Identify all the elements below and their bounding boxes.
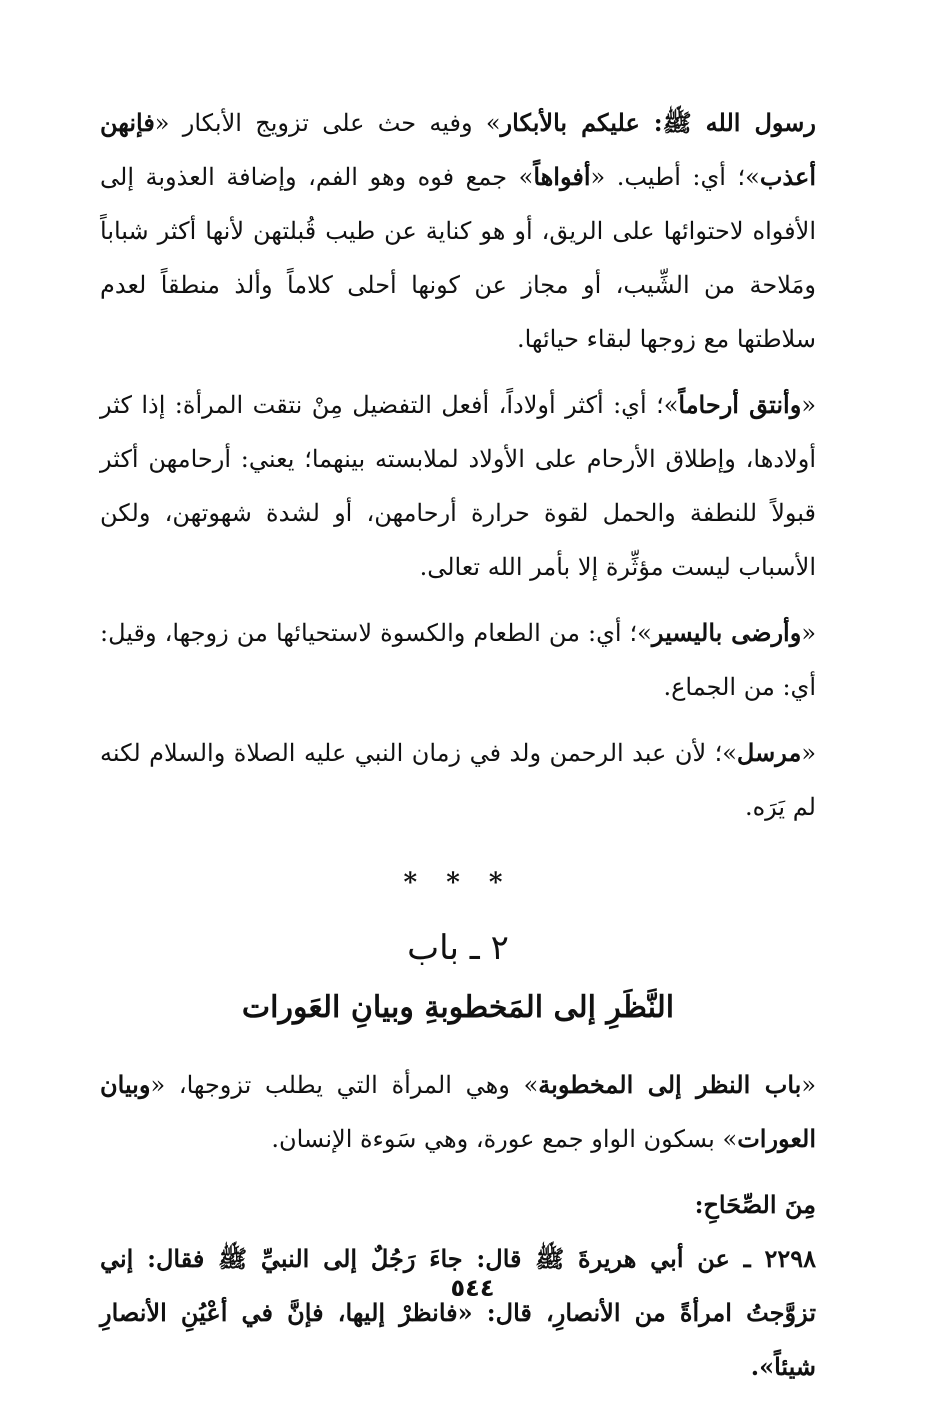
plain-text: »؛ أي: أطيب. « [590,163,760,191]
plain-text: » بسكون الواو جمع عورة، وهي سَوءة الإنسان. [271,1125,738,1153]
bold-phrase: وأرضى باليسير [651,618,802,647]
plain-text: » وفيه حث على تزويج الأبكار « [154,109,501,137]
commentary-paragraph-4 [100,726,816,834]
bold-phrase: فإنهن أعذب [100,108,816,191]
chapter-title: النَّظَرِ إلى المَخطوبةِ وبيانِ العَورات [241,990,675,1025]
plain-text: » وهي المرأة التي يطلب تزوجها، « [150,1071,539,1099]
bold-phrase: مرسل [736,738,802,767]
plain-text: « [801,619,816,647]
plain-text: »؛ أي: أكثر أولاداً، أفعل التفضيل مِنْ نتقت المرأة: إذا كثر أولادها، وإطلاق الأرحام على الأولاد لملابسته بينهما؛ يعني: أرحامهن أكثر قبولاً للنطفة والحمل لقوة حرارة أرحامهن، أو لشدة شهوتهن، ولكن الأسباب ليست مؤثِّرة إلا بأمر الله تعالى. [100,391,816,581]
bold-phrase: رسول الله ﷺ: عليكم بالأبكار [500,108,816,137]
section-heading: مِنَ الصِّحَاحِ: [694,1190,816,1219]
plain-text: « [801,739,816,767]
section-separator: * * * [403,868,513,898]
chapter-number: ٢ ـ باب [407,928,509,968]
commentary-paragraph-3 [100,606,816,714]
bold-phrase: وبيان العورات [100,1070,816,1153]
commentary-paragraph-2 [100,378,816,594]
chapter-intro-paragraph [100,1058,816,1166]
bold-phrase: باب النظر إلى المخطوبة [538,1070,802,1099]
bold-phrase: وأنتق أرحاماً [678,390,802,419]
plain-text: » جمع فوه وهو الفم، وإضافة العذوبة إلى الأفواه لاحتوائها على الريق، أو هو كناية عن طيب قُبلتهن لأنها أكثر شباباً ومَلاحة من الشِّيب، أو مجاز عن كونها أحلى كلاماً وألذ منطقاً لعدم سلاطتها مع زوجها لبقاء حيائها. [100,163,816,353]
bold-phrase: أفواهاً [533,162,591,191]
page-body [100,96,816,1406]
plain-text: « [801,391,817,419]
plain-text: »؛ أي: من الطعام والكسوة لاستحيائها من زوجها، وقيل: أي: من الجماع. [100,619,816,701]
plain-text: »؛ لأن عبد الرحمن ولد في زمان النبي عليه الصلاة والسلام لكنه لم يَرَه. [100,739,816,821]
plain-text: « [801,1071,816,1099]
commentary-paragraph-1 [100,96,816,366]
page-number: ٥٤٤ [450,1274,495,1302]
hadith-paragraph [100,1232,816,1394]
hadith-text: ٢٢٩٨ ـ عن أبي هريرةَ ﷺ قال: جاءَ رَجُلٌ إلى النبيِّ ﷺ فقال: إني تزوَّجتُ امرأةً من الأنصارِ، قال: «فانظرْ إليها، فإنَّ في أعْيُنِ الأنصارِ شيئاً». [100,1244,816,1381]
